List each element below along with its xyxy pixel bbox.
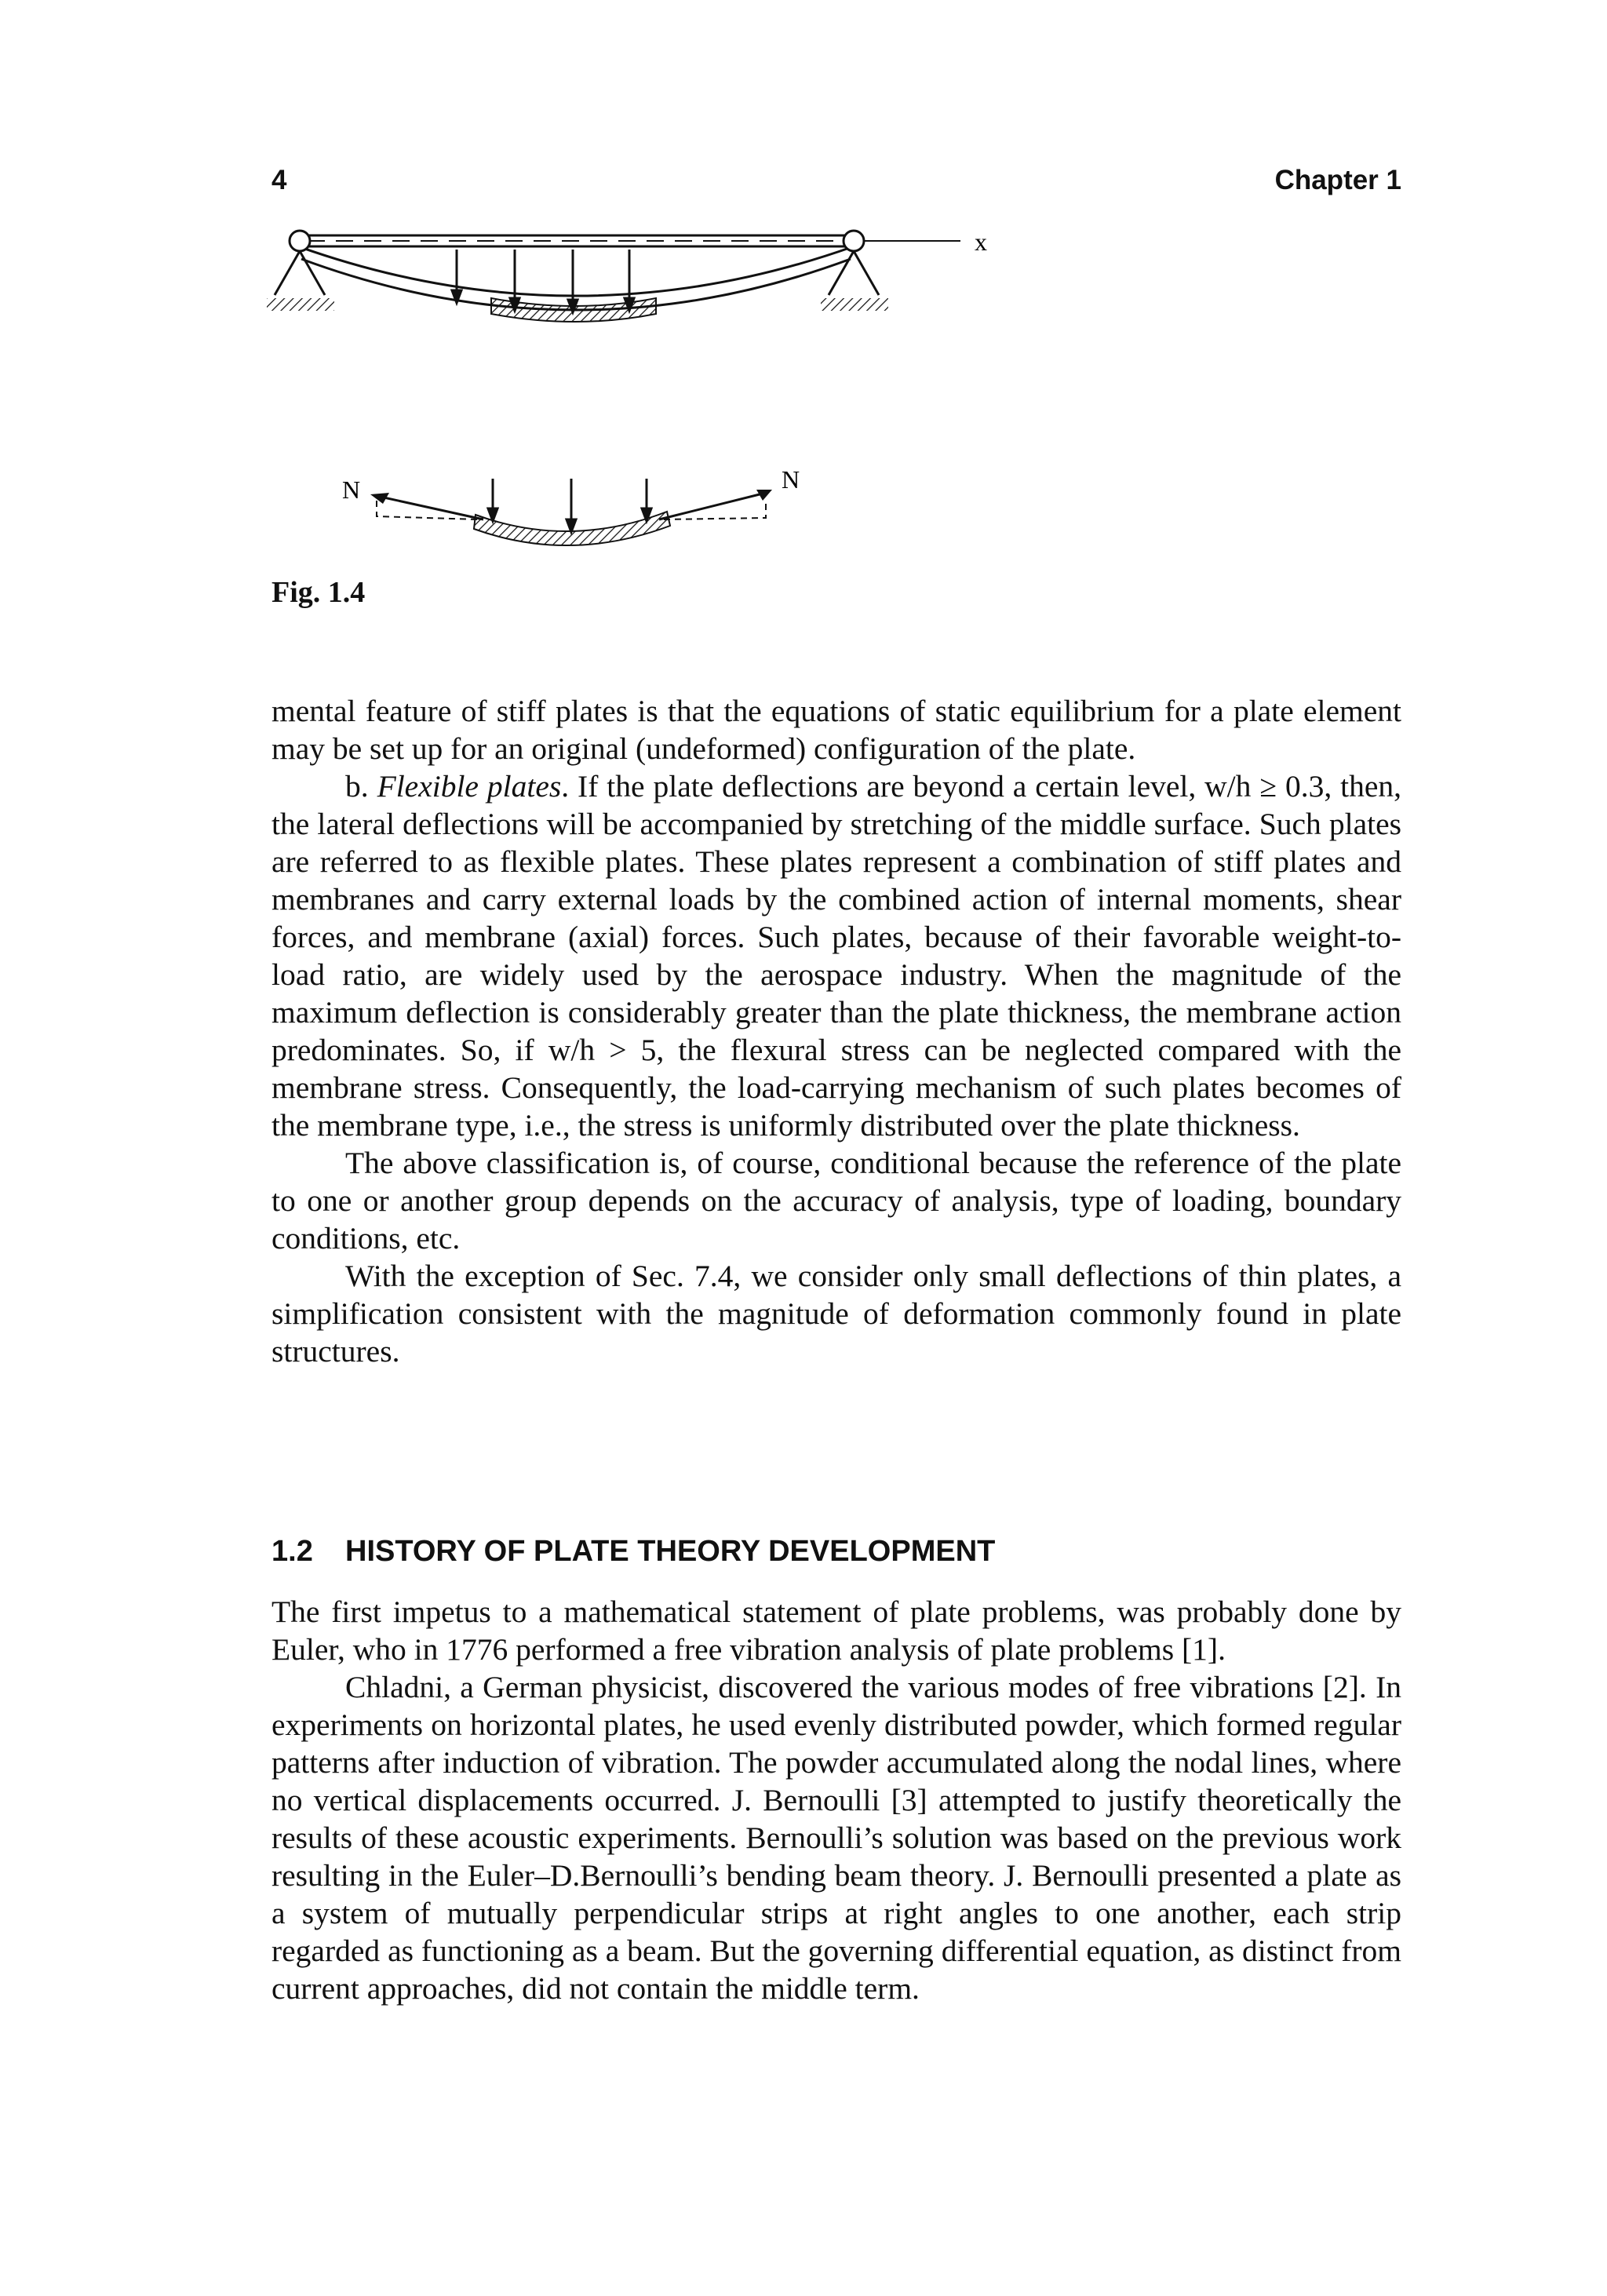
figure-caption: Fig. 1.4 xyxy=(271,576,366,609)
paragraph-flexible-plates xyxy=(271,767,1401,1144)
body-text-section xyxy=(271,1593,1401,2007)
left-pin-support xyxy=(267,231,334,311)
section-title: HISTORY OF PLATE THEORY DEVELOPMENT xyxy=(345,1535,996,1568)
right-pin-support xyxy=(821,231,888,311)
lower-element-diagram xyxy=(342,465,800,545)
body-text-top xyxy=(271,692,1401,1370)
chapter-title: Chapter 1 xyxy=(1274,165,1401,195)
paragraph: Chladni, a German physicist, discovered the various modes of free vibrations [2]. In experiments on horizontal plates, he used evenly distributed powder, which formed regular patterns after induction of vibration. The powder accumulated along the nodal lines, where no vertical displacements occurred. J. Bernoulli [3] attempted to justify theoretically the results of these acoustic experiments. Bernoulli’s solution was based on the previous work resulting in the Euler–D.Bernoulli’s bending beam theory. J. Bernoulli presented a plate as a system of mutually perpendicular strips at right angles to one another, each strip regarded as functioning as a beam. But the governing differential equation, as distinct from current approaches, did not contain the middle term. xyxy=(271,1670,1401,2006)
term-flexible-plates: Flexible plates xyxy=(377,769,562,804)
paragraph: The first impetus to a mathematical statement of plate problems, was probably done by Euler, who in 1776 performed a free vibration analysis of plate problems [1]. xyxy=(271,1594,1401,1667)
figure-plate-deflection xyxy=(264,212,986,549)
paragraph: The above classification is, of course, conditional because the reference of the plate to one or another group depends on the accuracy of analysis, type of loading, boundary conditions, etc. xyxy=(271,1146,1401,1256)
section-number: 1.2 xyxy=(271,1535,313,1568)
page-number: 4 xyxy=(271,165,287,195)
paragraph-text: . If the plate deflections are beyond a certain level, w/h ≥ 0.3, then, the lateral deflections will be accompanied by stretching of the middle surface. Such plates are referred to as flexible plates. These plates represent a combination of stiff plates and membranes and carry external loads by the combined action of internal moments, shear forces, and membrane (axial) forces. Such plates, because of their favorable weight-to-load ratio, are widely used by the aerospace industry. When the magnitude of the maximum deflection is considerably greater than the plate thickness, the membrane action predominates. So, if w/h > 5, the flexural stress can be neglected compared with the membrane stress. Consequently, the load-carrying mechanism of such plates becomes of the membrane type, i.e., the stress is uniformly distributed over the plate thickness. xyxy=(271,769,1402,1143)
running-head xyxy=(271,165,1401,199)
paragraph: mental feature of stiff plates is that the equations of static equilibrium for a plate element may be set up for an original (undeformed) configuration of the plate. xyxy=(271,694,1401,766)
list-marker: b. xyxy=(345,769,377,804)
force-label-right: N xyxy=(782,465,800,494)
force-label-left: N xyxy=(342,476,361,504)
upper-plate-diagram xyxy=(267,228,987,322)
section-heading xyxy=(271,1535,995,1569)
x-axis-label: x xyxy=(975,228,987,256)
paragraph: With the exception of Sec. 7.4, we consider only small deflections of thin plates, a simplification consistent with the magnitude of deformation commonly found in plate structures. xyxy=(271,1259,1401,1368)
